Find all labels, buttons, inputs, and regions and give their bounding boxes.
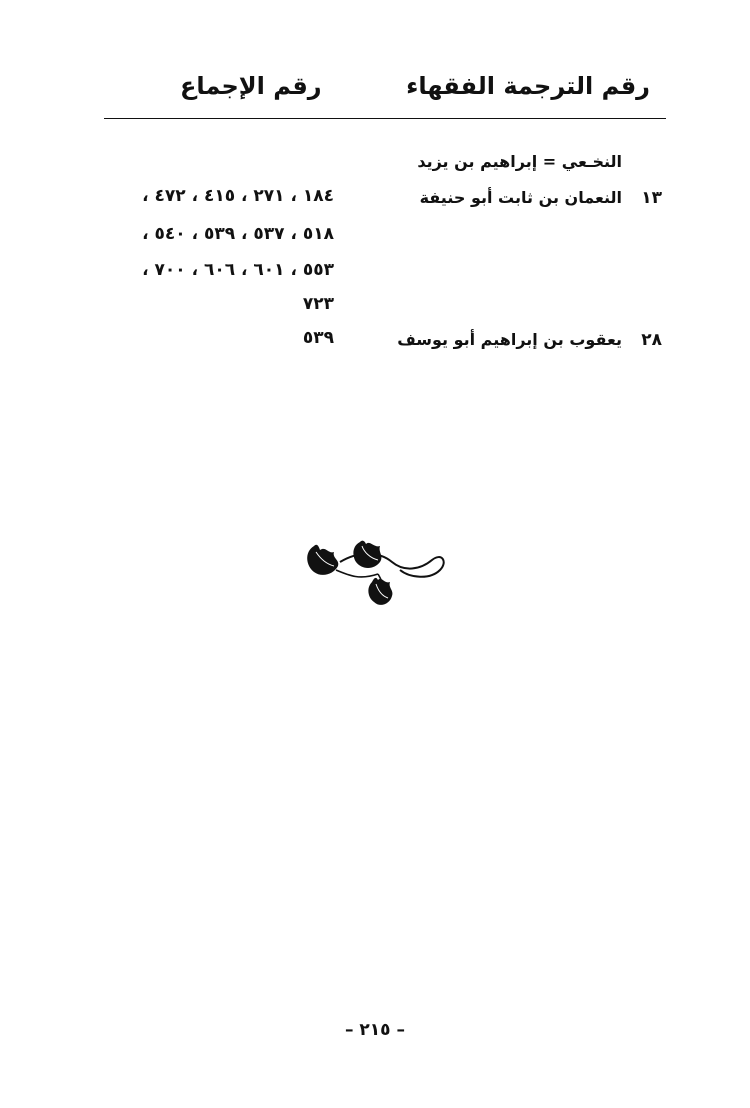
consensus-refs-line-2: ٥١٨ ، ٥٣٧ ، ٥٣٩ ، ٥٤٠ ،: [142, 224, 334, 244]
consensus-refs-abu-yusuf: ٥٣٩: [302, 328, 334, 348]
entry-number: ٢٨: [641, 330, 662, 350]
entry-number: ١٣: [641, 188, 662, 208]
page-number: – ٢١٥ –: [345, 1020, 405, 1040]
jurist-name: النعمان بن ثابت أبو حنيفة: [419, 188, 622, 207]
jurist-entry-abu-yusuf: [397, 330, 662, 350]
jurist-entry-abu-hanifa: [420, 188, 662, 208]
cross-reference-nakhai: النخـعي = إبراهيم بن يزيد: [417, 152, 622, 171]
column-header-translation-jurists: رقم الترجمة الفقهاء: [406, 72, 650, 100]
column-header-consensus-number: رقم الإجماع: [180, 72, 322, 100]
header-divider: [104, 118, 666, 119]
jurist-name: يعقوب بن إبراهيم أبو يوسف: [397, 330, 622, 349]
leaf-vine-ornament-icon: [300, 540, 450, 610]
consensus-refs-line-4: ٧٢٣: [302, 294, 334, 314]
consensus-refs-line-1: ١٨٤ ، ٢٧١ ، ٤١٥ ، ٤٧٢ ،: [142, 186, 334, 206]
consensus-refs-line-3: ٥٥٣ ، ٦٠١ ، ٦٠٦ ، ٧٠٠ ،: [142, 260, 334, 280]
